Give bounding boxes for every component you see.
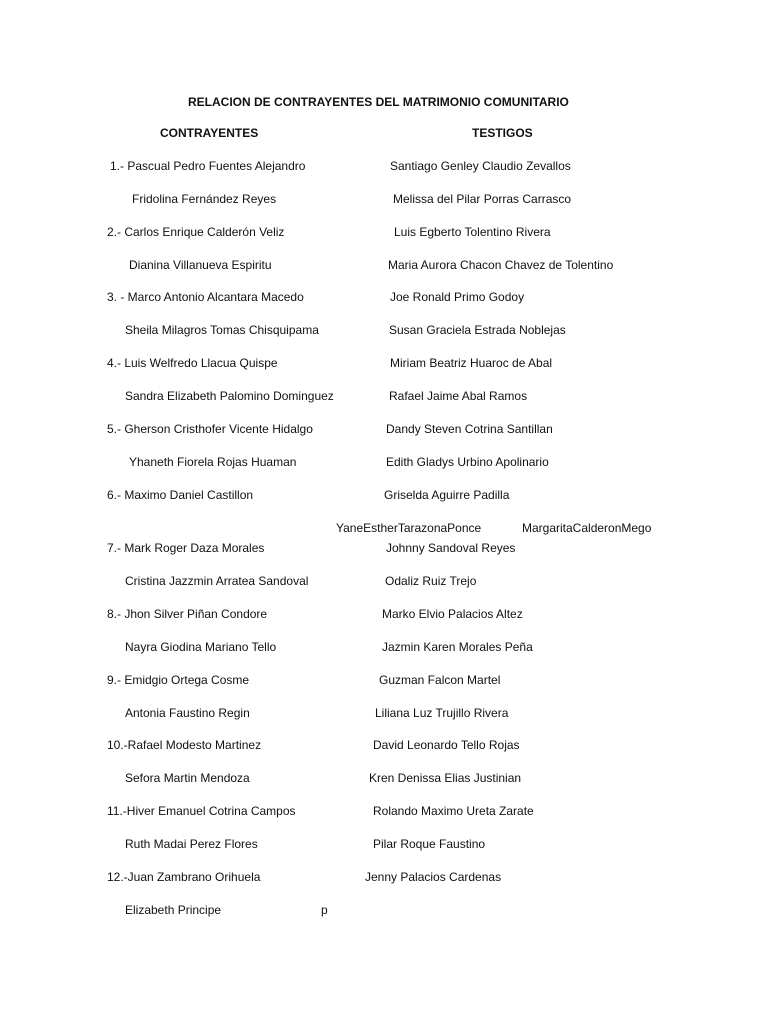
contrayente-5b: Yhaneth Fiorela Rojas Huaman [129,455,297,469]
contrayente-4b: Sandra Elizabeth Palomino Dominguez [125,389,334,403]
testigo-7b: Odaliz Ruiz Trejo [385,574,477,588]
contrayente-3b: Sheila Milagros Tomas Chisquipama [125,323,319,337]
contrayente-12a: 12.-Juan Zambrano Orihuela [107,870,261,884]
extra-testigo-b: MargaritaCalderonMego [522,521,652,535]
contrayente-3a: 3. - Marco Antonio Alcantara Macedo [107,290,304,304]
testigo-2a: Luis Egberto Tolentino Rivera [394,225,551,239]
testigo-2b: Maria Aurora Chacon Chavez de Tolentino [388,258,614,272]
testigo-5a: Dandy Steven Cotrina Santillan [386,422,553,436]
testigo-1b: Melissa del Pilar Porras Carrasco [393,192,572,206]
testigo-8b: Jazmin Karen Morales Peña [382,640,533,654]
testigo-3b: Susan Graciela Estrada Noblejas [389,323,566,337]
testigo-4b: Rafael Jaime Abal Ramos [389,389,528,403]
testigo-1a: Santiago Genley Claudio Zevallos [390,159,571,173]
contrayente-1b: Fridolina Fernández Reyes [132,192,277,206]
document-title: RELACION DE CONTRAYENTES DEL MATRIMONIO COMUNITARIO [188,95,569,109]
testigo-9b: Liliana Luz Trujillo Rivera [375,706,509,720]
testigo-9a: Guzman Falcon Martel [379,673,501,687]
testigo-8a: Marko Elvio Palacios Altez [382,607,523,621]
testigo-10b: Kren Denissa Elias Justinian [369,771,522,785]
contrayente-7b: Cristina Jazzmin Arratea Sandoval [125,574,309,588]
stray-mark: p [321,903,328,917]
testigo-11a: Rolando Maximo Ureta Zarate [373,804,534,818]
testigo-3a: Joe Ronald Primo Godoy [390,290,525,304]
testigo-5b: Edith Gladys Urbino Apolinario [386,455,549,469]
testigo-12a: Jenny Palacios Cardenas [365,870,502,884]
contrayente-4a: 4.- Luis Welfredo Llacua Quispe [107,356,278,370]
testigo-4a: Miriam Beatriz Huaroc de Abal [390,356,553,370]
testigo-10a: David Leonardo Tello Rojas [373,738,520,752]
contrayente-8b: Nayra Giodina Mariano Tello [125,640,277,654]
contrayente-11b: Ruth Madai Perez Flores [125,837,258,851]
contrayente-5a: 5.- Gherson Cristhofer Vicente Hidalgo [107,422,313,436]
contrayente-10b: Sefora Martin Mendoza [125,771,250,785]
contrayente-9a: 9.- Emidgio Ortega Cosme [107,673,250,687]
contrayente-12b: Elizabeth Principe [125,903,222,917]
contrayente-10a: 10.-Rafael Modesto Martinez [107,738,262,752]
contrayente-2b: Dianina Villanueva Espiritu [129,258,272,272]
testigo-11b: Pilar Roque Faustino [373,837,486,851]
header-contrayentes: CONTRAYENTES [160,126,259,140]
contrayente-6a: 6.- Maximo Daniel Castillon [107,488,254,502]
header-testigos: TESTIGOS [472,126,533,140]
contrayente-2a: 2.- Carlos Enrique Calderón Veliz [107,225,285,239]
contrayente-8a: 8.- Jhon Silver Piñan Condore [107,607,268,621]
contrayente-11a: 11.-Hiver Emanuel Cotrina Campos [107,804,296,818]
testigo-7a: Johnny Sandoval Reyes [386,541,516,555]
contrayente-1a: 1.- Pascual Pedro Fuentes Alejandro [110,159,306,173]
extra-testigo-a: YaneEstherTarazonaPonce [336,521,482,535]
contrayente-9b: Antonia Faustino Regin [125,706,250,720]
testigo-6a: Griselda Aguirre Padilla [384,488,510,502]
contrayente-7a: 7.- Mark Roger Daza Morales [107,541,265,555]
